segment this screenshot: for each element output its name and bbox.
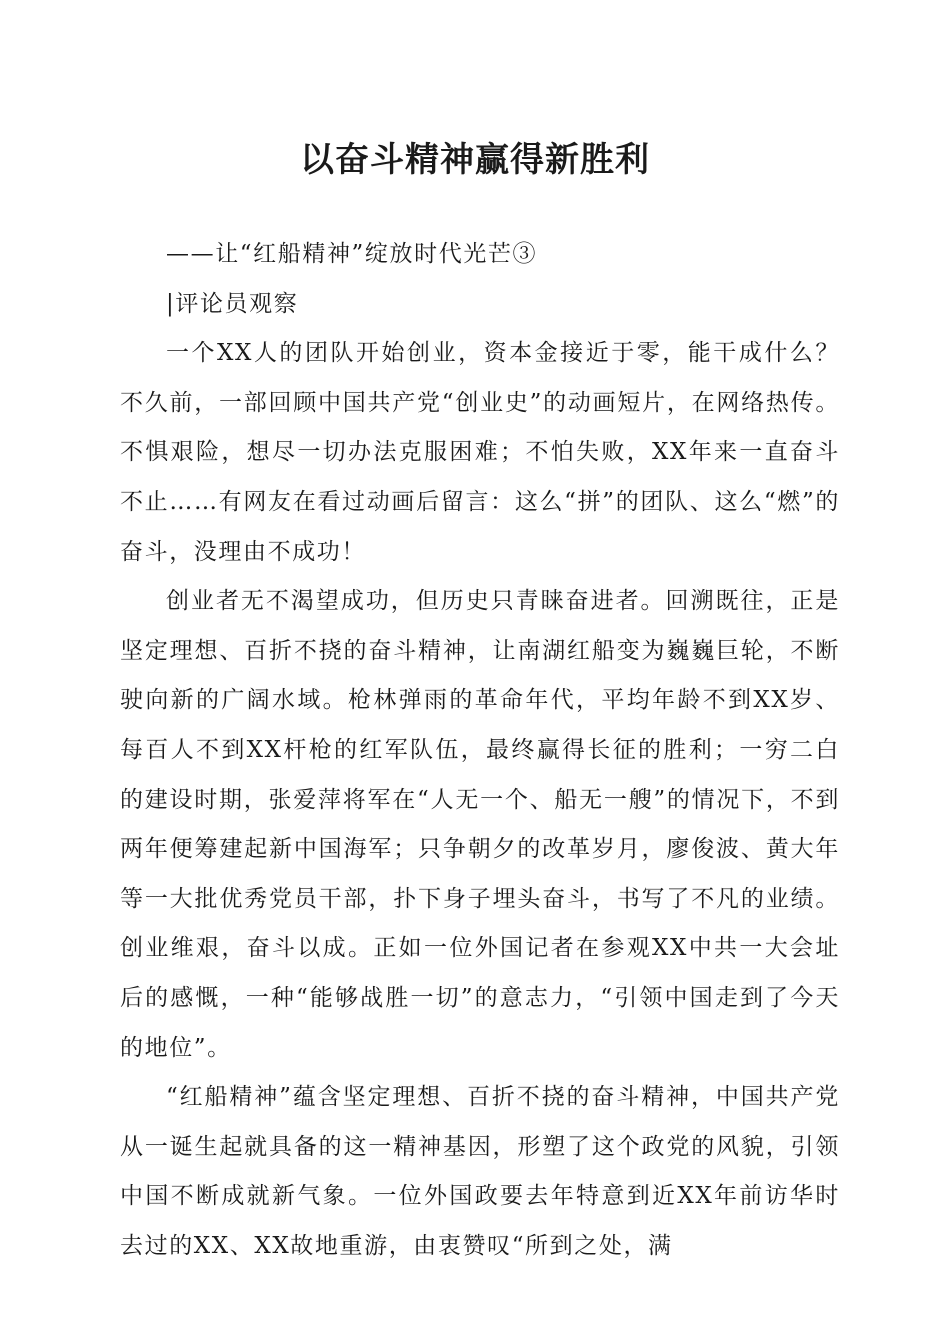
paragraph: 一个XX人的团队开始创业，资本金接近于零，能干成什么？不久前，一部回顾中国共产党“创业史”的动画短片，在网络热传。不惧艰险，想尽一切办法克服困难；不怕失败，XX年来一直奋斗不止……有网友在看过动画后留言：这么“拼”的团队、这么“燃”的奋斗，没理由不成功！ bbox=[120, 340, 840, 565]
document-body bbox=[120, 230, 840, 1271]
document-subtitle: ——让“红船精神”绽放时代光芒③ bbox=[166, 241, 538, 267]
paragraph: 创业者无不渴望成功，但历史只青睐奋进者。回溯既往，正是坚定理想、百折不挠的奋斗精神，让南湖红船变为巍巍巨轮，不断驶向新的广阔水域。枪林弹雨的革命年代，平均年龄不到XX岁、每百人不到XX杆枪的红军队伍，最终赢得长征的胜利；一穷二白的建设时期，张爱萍将军在“人无一个、船无一艘”的情况下，不到两年便筹建起新中国海军；只争朝夕的改革岁月，廖俊波、黄大年等一大批优秀党员干部，扑下身子埋头奋斗，书写了不凡的业绩。创业维艰，奋斗以成。正如一位外国记者在参观XX中共一大会址后的感慨，一种“能够战胜一切”的意志力，“引领中国走到了今天的地位”。 bbox=[120, 588, 840, 1061]
document-byline: |评论员观察 bbox=[166, 290, 299, 317]
paragraph: “红船精神”蕴含坚定理想、百折不挠的奋斗精神，中国共产党从一诞生起就具备的这一精神基因，形塑了这个政党的风貌，引领中国不断成就新气象。一位外国政要去年特意到近XX年前访华时去过的XX、XX故地重游，由衷赞叹“所到之处，满 bbox=[120, 1084, 840, 1259]
document-title: 以奋斗精神赢得新胜利 bbox=[300, 140, 650, 180]
